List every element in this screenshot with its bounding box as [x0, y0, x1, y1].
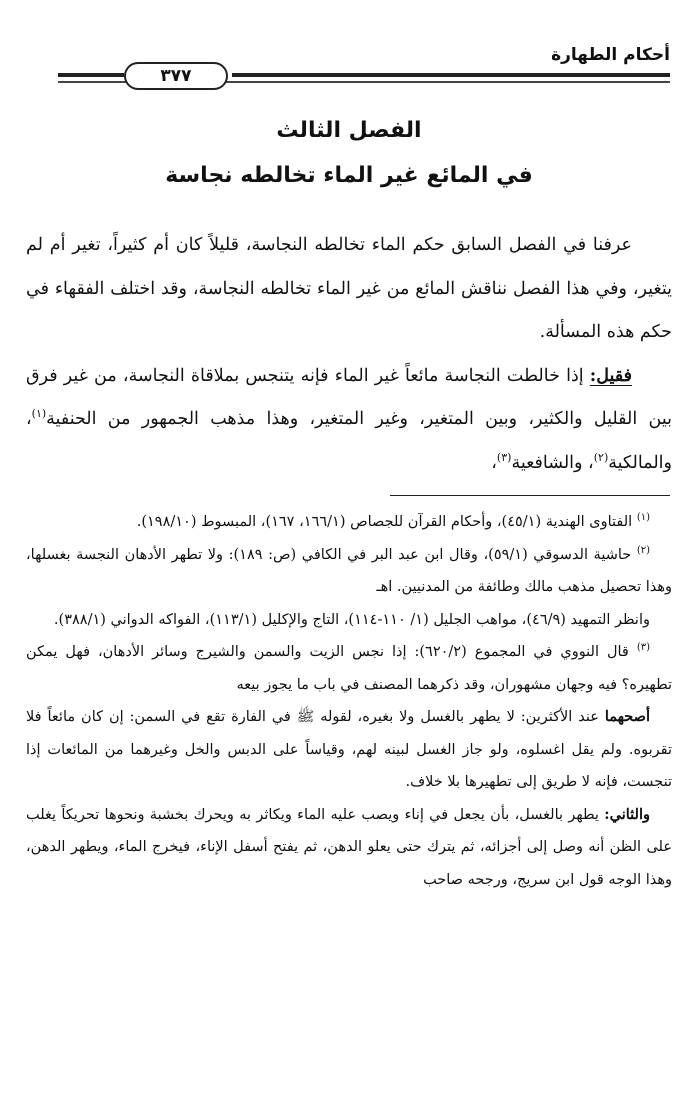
- chapter-subtitle: في المائع غير الماء تخالطه نجاسة: [165, 163, 533, 188]
- running-header-title: أحكام الطهارة: [551, 45, 670, 65]
- footnotes: [26, 506, 672, 896]
- footnote-3-second-view-text: يطهر بالغسل، بأن يجعل في إناء ويصب عليه الماء ويكاثر به ويحرك بخشبة ونحوها تحريكاً يغلب على الظن أنه وصل إلى أجزائه، ثم يترك حتى يعلو الدهن، ثم يفتح أسفل الإناء، فيخرج الماء، ويطهر الدهن، وهذا الوجه قول ابن سريج، ورجحه صاحب: [26, 806, 672, 888]
- footnote-3-first-view-text: عند الأكثرين: لا يطهر بالغسل ولا بغيره، لقوله ﷺ في الفارة تقع في السمن: إن كان مائعاً فلا تقربوه. ولم يقل اغسلوه، ولو جاز الغسل لبينه لهم، وقياساً على الدبس والخل وغيرهما من المائعات إذا تنجست، فإنه لا طريق إلى تطهيرها بلا خلاف.: [26, 709, 672, 790]
- footnote-ref-1: (١): [31, 407, 47, 421]
- header-rule: [232, 73, 670, 77]
- footnote-3-first-view-lead: أصحهما: [604, 708, 650, 725]
- paragraph-2-text: إذا خالطت النجاسة مائعاً غير الماء فإنه يتنجس بملاقاة النجاسة، من غير فرق بين القليل والكثير، وبين المتغير، وغير المتغير، وهذا مذهب الجمهور من الحنفية: [26, 365, 672, 429]
- paragraph-1: عرفنا في الفصل السابق حكم الماء تخالطه النجاسة، قليلاً كان أم كثيراً، تغير أم لم يتغير، وفي هذا الفصل نناقش المائع من غير الماء تخالطه النجاسة، وقد اختلف الفقهاء في حكم هذه المسألة.: [26, 235, 672, 342]
- footnote-ref-2: (٢): [593, 450, 609, 464]
- footnote-3: [26, 636, 672, 701]
- footnote-separator: [390, 495, 670, 496]
- footnote-1: [26, 506, 672, 539]
- opinion-lead: فقيل:: [589, 365, 632, 386]
- footnote-3-text: قال النووي في المجموع (٦٢٠/٢): إذا نجس الزيت والسمن والشيرج وسائر الأدهان، فهل يمكن تطهيره؟ فيه وجهان مشهوران، وقد ذكرهما المصنف في باب ما يجوز بيعه: [26, 644, 672, 693]
- footnote-3-first-view: [26, 701, 672, 799]
- footnote-3-second-view-lead: والثاني:: [604, 805, 650, 823]
- footnote-1-text: الفتاوى الهندية (٤٥/١)، وأحكام القرآن للجصاص (١٦٦/١، ١٦٧)، المبسوط (١٩٨/١٠).: [136, 514, 637, 530]
- paragraph-2: [26, 355, 672, 486]
- page-number: ٣٧٧: [124, 62, 228, 90]
- footnote-1-mark: (١): [636, 512, 650, 524]
- footnote-2: [26, 539, 672, 604]
- paragraph-2-end: ،: [491, 452, 497, 473]
- footnote-2-continuation: وانظر التمهيد (٤٦/٩)، مواهب الجليل (١/ ١١٠-١١٤)، التاج والإكليل (١١٣/١)، الفواكه الدواني (٣٨٨/١).: [53, 611, 650, 628]
- chapter-title: الفصل الثالث: [276, 118, 422, 143]
- main-text: [26, 224, 672, 485]
- paragraph-2-mid-1: ، والمالكية: [26, 409, 672, 473]
- header-rule-left: [58, 73, 124, 77]
- footnote-ref-3: (٣): [496, 450, 512, 464]
- footnote-2-mark: (٢): [636, 544, 650, 556]
- footnote-2-text: حاشية الدسوقي (٥٩/١)، وقال ابن عبد البر في الكافي (ص: ١٨٩): ولا تطهر الأدهان النجسة بغسلها، وهذا تحصيل مذهب مالك وطائفة من المدنيين. اهـ: [26, 546, 672, 595]
- paragraph-2-mid-2: ، والشافعية: [511, 452, 594, 473]
- footnote-3-mark: (٣): [636, 642, 650, 654]
- footnote-3-second-view: [26, 799, 672, 897]
